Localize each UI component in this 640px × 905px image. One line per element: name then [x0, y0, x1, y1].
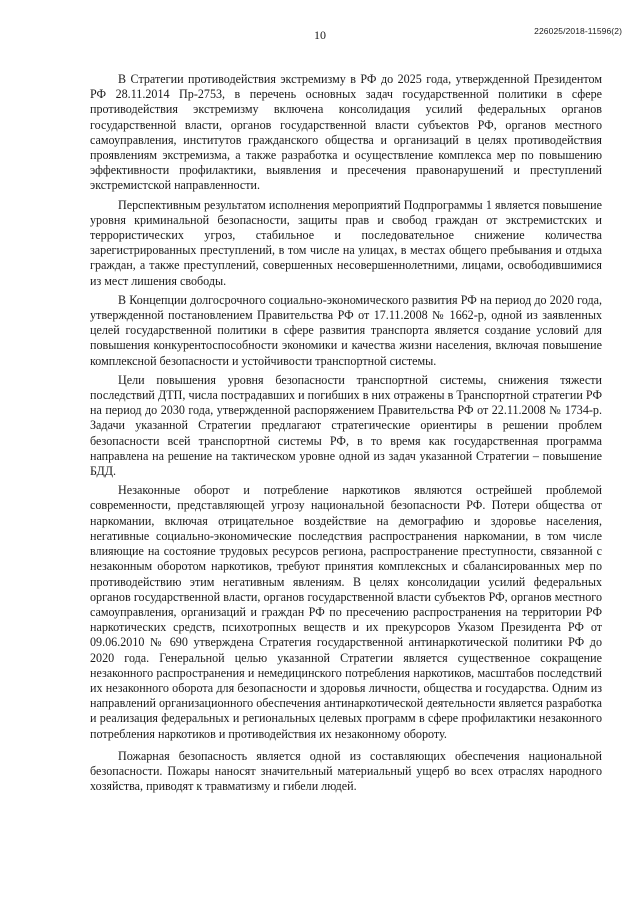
paragraph-extremism-strategy: В Стратегии противодействия экстремизму в РФ до 2025 года, утвержденной Президентом РФ 28.11.2014 Пр-2753, в перечень основных задач государственной политики в сфере противодействия экстремизму включена консолидация усилий федеральных органов государственной власти, органов государственной власти субъектов РФ, органов местного самоуправления, институтов гражданского общества и организаций в целях противодействия проявлениям экстремизма, а также разработка и осуществление комплекса мер по повышению эффективности профилактики, выявления и пресечения правонарушений и преступлений экстремистской направленности. [90, 72, 602, 193]
document-body [90, 72, 602, 798]
paragraph-subprogram-results: Перспективным результатом исполнения мероприятий Подпрограммы 1 является повышение уровня криминальной безопасности, защиты прав и свобод граждан от экстремистских и террористических угроз, стабильное и последовательное снижение количества зарегистрированных преступлений, в том числе на улицах, в местах общего пребывания и отдыха граждан, а также преступлений, совершенных несовершеннолетними, лицами, освободившимися из мест лишения свободы. [90, 197, 602, 288]
paragraph-fire-safety: Пожарная безопасность является одной из составляющих обеспечения национальной безопасности. Пожары наносят значительный материальный ущерб во всех отраслях народного хозяйства, приводят к травматизму и гибели людей. [90, 748, 602, 794]
paragraph-drug-policy: Незаконные оборот и потребление наркотиков являются острейшей проблемой современности, представляющей угрозу национальной безопасности РФ. Потери общества от наркомании, включая отрицательное воздействие на демографию и здоровье населения, негативные социально-экономические последствия распространения наркомании, в том числе влияющие на состояние трудовых ресурсов региона, распространение преступности, связанной с незаконным оборотом наркотиков, требуют принятия комплексных и сбалансированных мер по противодействию этим негативным явлениям. В целях консолидации усилий федеральных органов государственной власти, органов государственной власти субъектов РФ, органов местного самоуправления, организаций и граждан РФ по пресечению распространения на территории РФ наркотических средств, психотропных веществ и их прекурсоров Указом Президента РФ от 09.06.2010 № 690 утверждена Стратегия государственной антинаркотической политики РФ до 2020 года. Генеральной целью указанной Стратегии является существенное сокращение незаконного распространения и немедицинского потребления наркотиков, масштабов последствий их незаконного оборота для безопасности и здоровья личности, общества и государства. Одним из направлений организационного обеспечения антинаркотической деятельности является разработка и реализация федеральных и региональных целевых программ в сфере профилактики незаконного потребления наркотиков и противодействия их незаконному обороту. [90, 483, 602, 741]
page-number: 10 [314, 28, 326, 42]
document-id: 226025/2018-11596(2) [534, 26, 622, 36]
paragraph-development-concept: В Концепции долгосрочного социально-экономического развития РФ на период до 2020 года, утвержденной постановлением Правительства РФ от 17.11.2008 № 1662-р, одной из заявленных целей государственной политики в сфере развития транспорта является создание условий для повышения конкурентоспособности экономики и качества жизни населения, включая повышение комплексной безопасности и устойчивости транспортной системы. [90, 292, 602, 368]
paragraph-transport-safety: Цели повышения уровня безопасности транспортной системы, снижения тяжести последствий ДТП, числа пострадавших и погибших в них отражены в Транспортной стратегии РФ на период до 2030 года, утвержденной распоряжением Правительства РФ от 22.11.2008 № 1734-р. Задачи указанной Стратегии предлагают стратегические ориентиры в решении проблем безопасности всей транспортной системы РФ, в то время как государственная программа направлена на решение на тактическом уровне одной из задач указанной Стратегии – повышение БДД. [90, 372, 602, 479]
